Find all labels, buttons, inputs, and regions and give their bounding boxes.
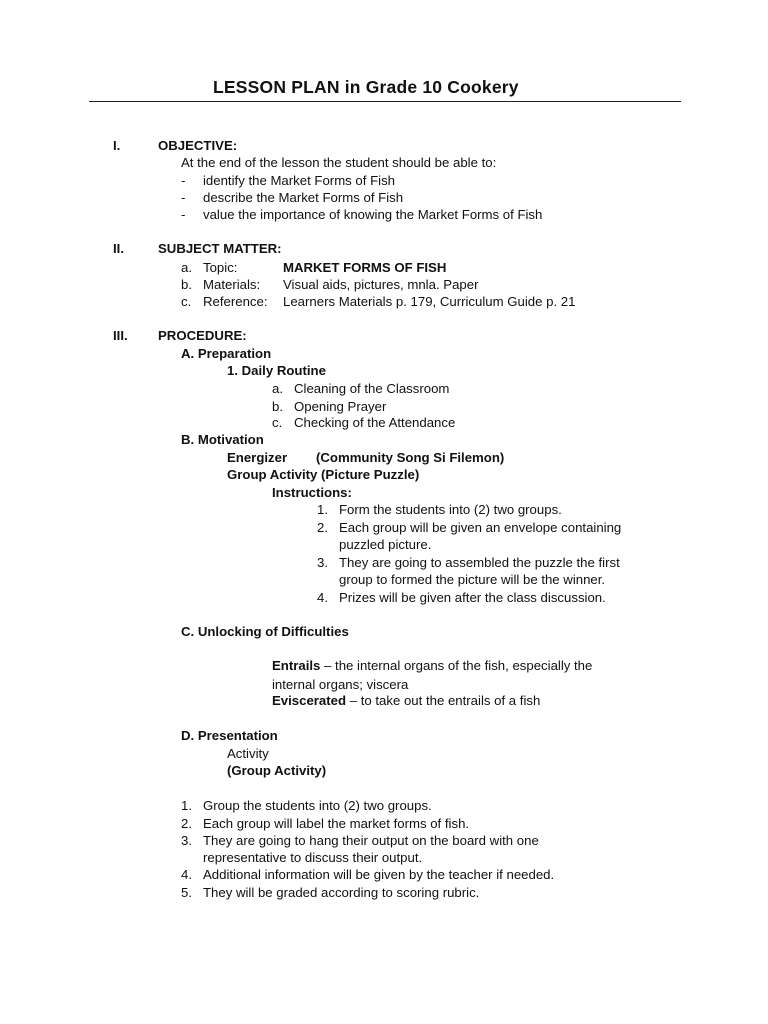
step-text: They are going to hang their output on the board with one: [203, 833, 539, 848]
instruction-text: Prizes will be given after the class discussion.: [339, 590, 606, 605]
subject-marker: b.: [181, 277, 192, 292]
energizer-value: (Community Song Si Filemon): [316, 450, 505, 465]
section-numeral-objective: I.: [113, 138, 121, 153]
routine-item: Opening Prayer: [294, 399, 387, 414]
subject-label: Reference:: [203, 294, 268, 309]
instruction-text: Each group will be given an envelope containing: [339, 520, 622, 535]
energizer-label: Energizer: [227, 450, 288, 465]
step-marker: 3.: [181, 833, 192, 848]
group-activity-label: Group Activity (Picture Puzzle): [227, 467, 420, 482]
instruction-marker: 2.: [317, 520, 328, 535]
routine-marker: b.: [272, 399, 283, 414]
objective-bullet: -: [181, 173, 186, 188]
subject-value: Learners Materials p. 179, Curriculum Guide p. 21: [283, 294, 576, 309]
section-heading-objective: OBJECTIVE:: [158, 138, 238, 153]
step-text: They will be graded according to scoring rubric.: [203, 885, 480, 900]
routine-marker: c.: [272, 415, 283, 430]
routine-item: Cleaning of the Classroom: [294, 381, 450, 396]
objective-item: describe the Market Forms of Fish: [203, 190, 404, 205]
objective-item: value the importance of knowing the Market Forms of Fish: [203, 207, 543, 222]
subject-label: Topic:: [203, 260, 238, 275]
vocab-term: Entrails: [272, 658, 321, 673]
instruction-marker: 1.: [317, 502, 328, 517]
section-numeral-procedure: III.: [113, 328, 128, 343]
instructions-label: Instructions:: [272, 485, 352, 500]
presentation-group-activity: (Group Activity): [227, 763, 327, 778]
step-text: representative to discuss their output.: [203, 850, 423, 865]
subject-label: Materials:: [203, 277, 261, 292]
daily-routine-heading: 1. Daily Routine: [227, 363, 326, 378]
routine-marker: a.: [272, 381, 283, 396]
instruction-text: group to formed the picture will be the winner.: [339, 572, 606, 587]
vocab-term: Eviscerated: [272, 693, 347, 708]
instruction-text: Form the students into (2) two groups.: [339, 502, 562, 517]
routine-item: Checking of the Attendance: [294, 415, 456, 430]
procedure-motivation-heading: B. Motivation: [181, 432, 264, 447]
title-divider: [89, 101, 681, 102]
step-marker: 4.: [181, 867, 192, 882]
instruction-marker: 3.: [317, 555, 328, 570]
procedure-presentation-heading: D. Presentation: [181, 728, 278, 743]
objective-item: identify the Market Forms of Fish: [203, 173, 396, 188]
vocab-entrails: [272, 657, 592, 674]
objective-intro: At the end of the lesson the student should be able to:: [181, 155, 497, 170]
step-marker: 2.: [181, 816, 192, 831]
section-numeral-subject: II.: [113, 241, 124, 256]
subject-marker: c.: [181, 294, 192, 309]
step-text: Each group will label the market forms of fish.: [203, 816, 470, 831]
procedure-preparation-heading: A. Preparation: [181, 346, 272, 361]
instruction-marker: 4.: [317, 590, 328, 605]
section-heading-subject: SUBJECT MATTER:: [158, 241, 282, 256]
step-text: Group the students into (2) two groups.: [203, 798, 432, 813]
vocab-definition-continued: internal organs; viscera: [272, 677, 409, 692]
vocab-definition: – to take out the entrails of a fish: [346, 693, 541, 708]
page-title: LESSON PLAN in Grade 10 Cookery: [213, 77, 519, 97]
instruction-text: They are going to assembled the puzzle the first: [339, 555, 620, 570]
step-marker: 5.: [181, 885, 192, 900]
step-text: Additional information will be given by the teacher if needed.: [203, 867, 555, 882]
section-heading-procedure: PROCEDURE:: [158, 328, 247, 343]
subject-marker: a.: [181, 260, 192, 275]
vocab-eviscerated: [272, 692, 540, 709]
procedure-difficulties-heading: C. Unlocking of Difficulties: [181, 624, 349, 639]
objective-bullet: -: [181, 207, 186, 222]
subject-topic-value: MARKET FORMS OF FISH: [283, 260, 447, 275]
subject-value: Visual aids, pictures, mnla. Paper: [283, 277, 479, 292]
objective-bullet: -: [181, 190, 186, 205]
step-marker: 1.: [181, 798, 192, 813]
instruction-text: puzzled picture.: [339, 537, 432, 552]
vocab-definition: – the internal organs of the fish, especially the: [320, 658, 593, 673]
presentation-activity-label: Activity: [227, 746, 269, 761]
